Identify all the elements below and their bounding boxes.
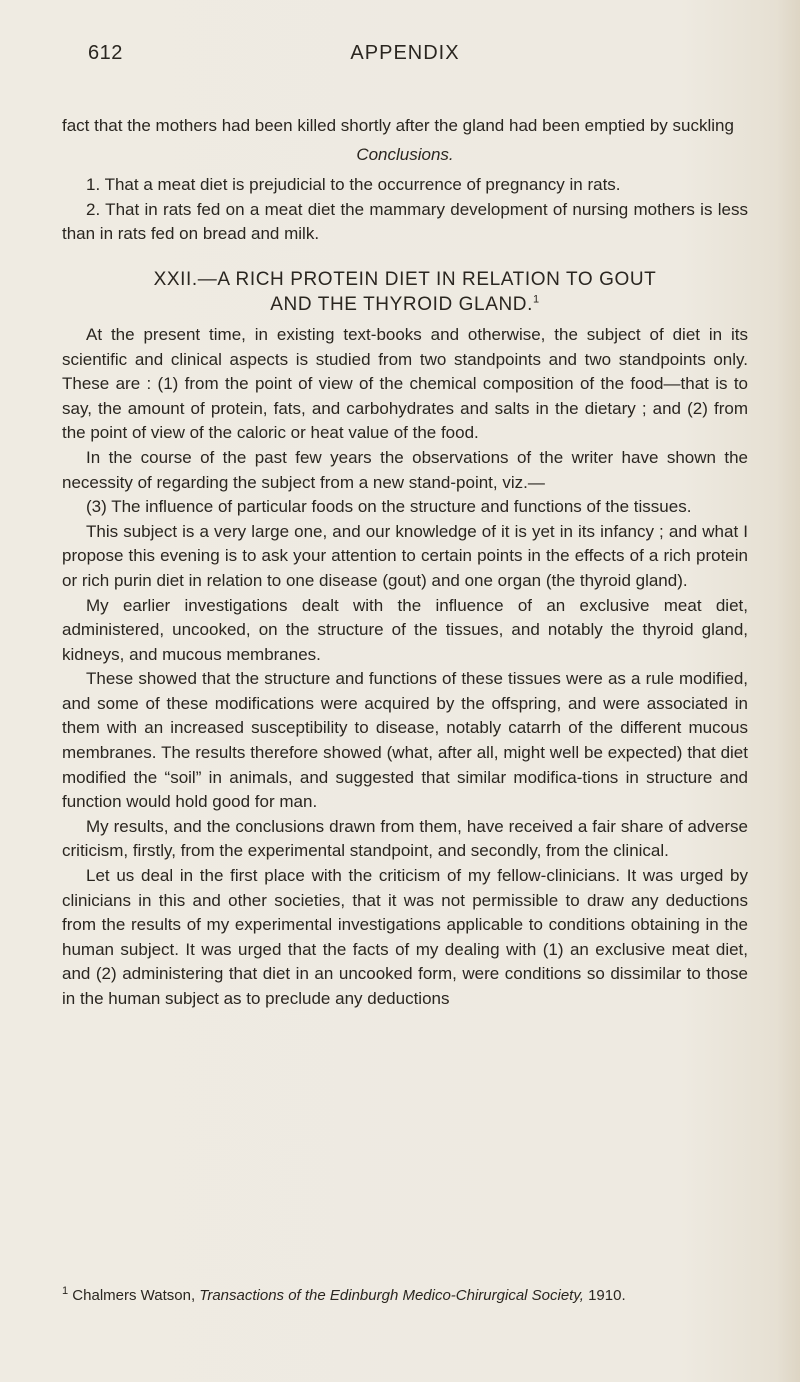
paragraph-2: In the course of the past few years the observations of the writer have shown the necessity of regarding the subject from a new stand-point, viz.— <box>62 447 748 492</box>
section-title-line-1: XXII.—A RICH PROTEIN DIET IN RELATION TO GOUT <box>153 268 657 290</box>
paragraph-8: Let us deal in the first place with the criticism of my fellow-clinicians. It was urged by clinicians in this and other societies, that it was not permissible to draw any deductions from the results of my experimental investigations applicable to conditions obtaining in the human subject. It was urged that the facts of my dealing with (1) an exclusive meat diet, and (2) administering that diet in an uncooked form, were conditions so dissimilar to those in the human subject as to preclude any deductions <box>62 866 748 1008</box>
page-body <box>62 114 748 1012</box>
paragraph-6: These showed that the structure and functions of these tissues were as a rule modified, and some of these modifications were acquired by the offspring, and were associated in them with an increased susceptibility to disease, notably catarrh of the different mucous membranes. The results therefore showed (what, after all, might well be expected) that diet modified the “soil” in animals, and suggested that similar modifica-tions in structure and function would hold good for man. <box>62 669 748 812</box>
paragraph-7: My results, and the conclusions drawn from them, have received a fair share of adverse criticism, firstly, from the experimental standpoint, and secondly, from the clinical. <box>62 816 748 861</box>
paragraph-4: This subject is a very large one, and our knowledge of it is yet in its infancy ; and what I propose this evening is to ask your attention to certain points in the effects of a rich protein or rich purin diet in relation to one disease (gout) and one organ (the thyroid gland). <box>62 521 748 590</box>
paragraph-5: My earlier investigations dealt with the influence of an exclusive meat diet, administered, uncooked, on the structure of the tissues, and notably the thyroid gland, kidneys, and mucous membranes. <box>62 595 748 664</box>
paragraph-intro: fact that the mothers had been killed shortly after the gland had been emptied by suckling <box>62 116 734 135</box>
paragraph-1: At the present time, in existing text-books and otherwise, the subject of diet in its scientific and clinical aspects is studied from two standpoints and two standpoints only. These are : (1) from the point of view of the chemical composition of the food—that is to say, the amount of protein, fats, and carbohydrates and salts in the dietary ; and (2) from the point of view of the caloric or heat value of the food. <box>62 324 748 443</box>
footnote-year: 1910. <box>588 1287 626 1304</box>
paragraph-3: (3) The influence of particular foods on the structure and functions of the tissues. <box>86 497 692 517</box>
footnote-reference: 1 <box>533 293 540 306</box>
conclusion-2: 2. That in rats fed on a meat diet the mammary development of nursing mothers is less than in rats fed on bread and milk. <box>62 199 748 244</box>
section-title-line-2 <box>62 292 748 317</box>
footnote-journal: Transactions of the Edinburgh Medico-Chirurgical Society, <box>199 1287 584 1304</box>
conclusions-heading: Conclusions. <box>356 144 454 164</box>
page-number: 612 <box>88 42 123 64</box>
section-title <box>62 267 748 317</box>
page-header <box>62 42 748 72</box>
running-head: APPENDIX <box>350 42 460 64</box>
footnote-author: Chalmers Watson, <box>72 1287 196 1304</box>
footnote <box>62 1286 762 1306</box>
conclusion-1: 1. That a meat diet is prejudicial to the occurrence of pregnancy in rats. <box>86 175 621 195</box>
section-title-line-2-text: AND THE THYROID GLAND. <box>270 293 533 315</box>
footnote-mark: 1 <box>62 1285 69 1297</box>
